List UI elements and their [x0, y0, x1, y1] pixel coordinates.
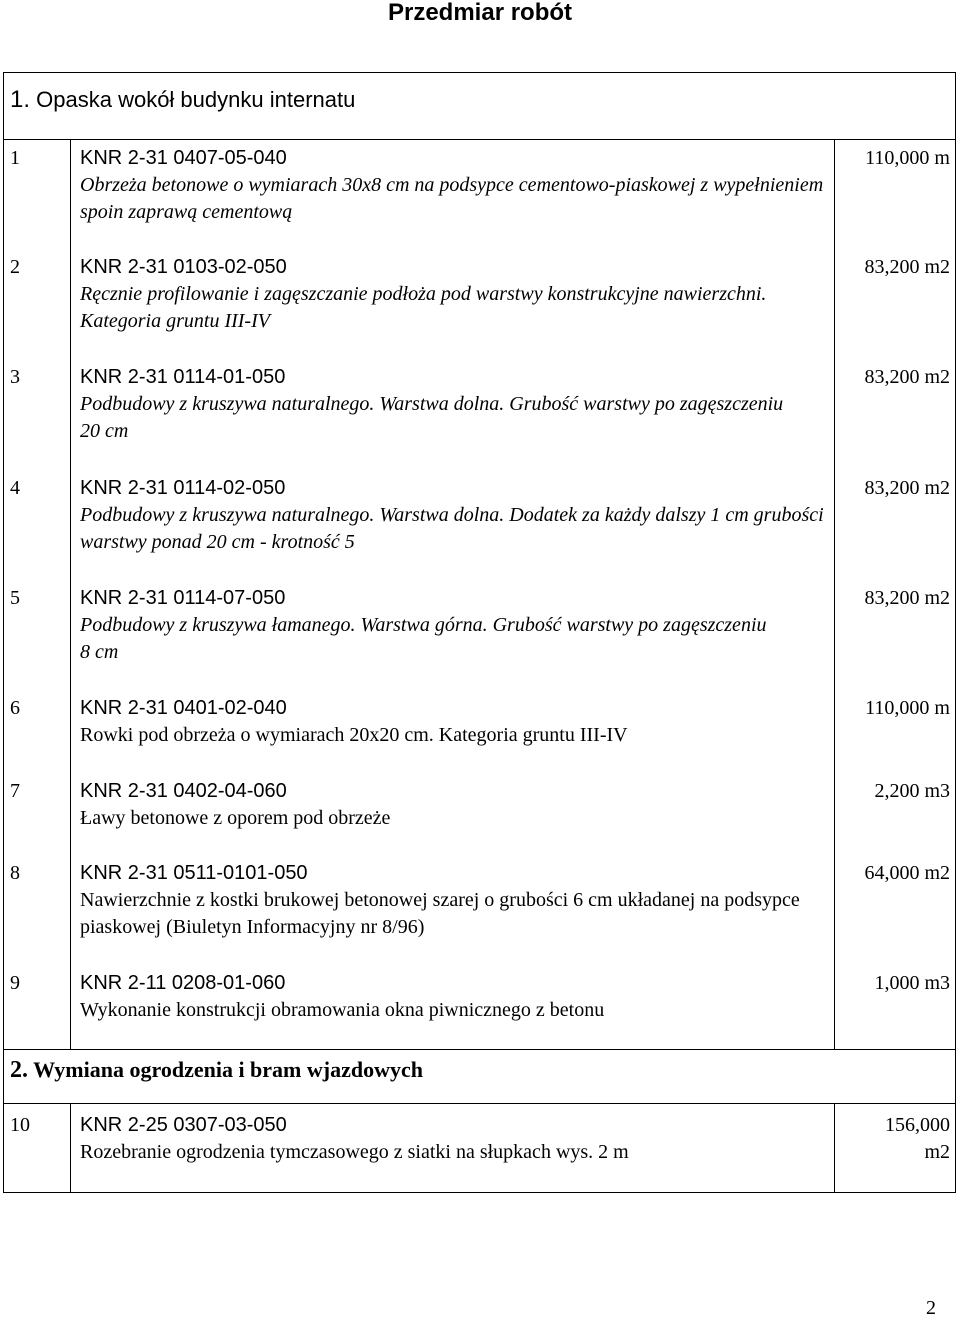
item-quantity: 64,000 m2 — [864, 862, 950, 884]
item-quantity: 2,200 m3 — [874, 780, 950, 802]
item-code: KNR 2-31 0103-02-050 — [80, 256, 287, 278]
item-code: KNR 2-11 0208-01-060 — [80, 972, 286, 994]
item-description: Podbudowy z kruszywa łamanego. Warstwa górna. Grubość warstwy po zagęszczeniu 8 cm — [80, 614, 767, 663]
item-quantity: 83,200 m2 — [864, 587, 950, 609]
page-title: Przedmiar robót — [387, 0, 573, 26]
item-code: KNR 2-31 0401-02-040 — [80, 697, 287, 719]
column-divider — [834, 1103, 835, 1193]
item-code: KNR 2-25 0307-03-050 — [80, 1114, 287, 1136]
item-description: Wykonanie konstrukcji obramowania okna piwnicznego z betonu — [80, 999, 605, 1021]
item-quantity: 156,000 m2 — [885, 1114, 950, 1163]
item-description: Podbudowy z kruszywa naturalnego. Warstwa dolna. Dodatek za każdy dalszy 1 cm grubości warstwy ponad 20 cm - krotność 5 — [80, 504, 824, 553]
item-description: Rozebranie ogrodzenia tymczasowego z siatki na słupkach wys. 2 m — [80, 1141, 629, 1163]
item-number: 8 — [10, 862, 20, 884]
column-divider — [70, 139, 71, 1049]
item-number: 2 — [10, 256, 20, 278]
section-label: Opaska wokół budynku internatu — [36, 87, 356, 112]
item-quantity: 1,000 m3 — [874, 972, 950, 994]
column-divider — [834, 139, 835, 1049]
item-number: 6 — [10, 697, 20, 719]
item-code: KNR 2-31 0114-07-050 — [80, 587, 286, 609]
item-description: Ławy betonowe z oporem pod obrzeże — [80, 807, 391, 829]
section-number: 2. — [10, 1057, 28, 1083]
section-label: Wymiana ogrodzenia i bram wjazdowych — [33, 1057, 423, 1082]
item-description: Obrzeża betonowe o wymiarach 30x8 cm na podsypce cementowo-piaskowej z wypełnieniem spoin zaprawą cementową — [80, 174, 824, 223]
divider — [3, 139, 956, 140]
section-title — [10, 87, 355, 113]
item-description: Ręcznie profilowanie i zagęszczanie podłoża pod warstwy konstrukcyjne nawierzchni. Kategoria gruntu III-IV — [80, 283, 767, 332]
item-number: 10 — [10, 1114, 30, 1136]
item-code: KNR 2-31 0511-0101-050 — [80, 862, 308, 884]
item-description: Podbudowy z kruszywa naturalnego. Warstwa dolna. Grubość warstwy po zagęszczeniu 20 cm — [80, 393, 784, 442]
item-number: 9 — [10, 972, 20, 994]
item-code: KNR 2-31 0114-02-050 — [80, 477, 286, 499]
divider — [3, 1049, 956, 1050]
item-number: 1 — [10, 147, 20, 169]
item-quantity: 110,000 m — [865, 147, 950, 169]
item-quantity: 110,000 m — [865, 697, 950, 719]
item-description: Rowki pod obrzeża o wymiarach 20x20 cm. Kategoria gruntu III-IV — [80, 724, 628, 746]
item-quantity: 83,200 m2 — [864, 256, 950, 278]
item-number: 7 — [10, 780, 20, 802]
page-number: 2 — [926, 1297, 936, 1319]
item-quantity: 83,200 m2 — [864, 477, 950, 499]
item-number: 5 — [10, 587, 20, 609]
column-divider — [70, 1103, 71, 1193]
item-quantity: 83,200 m2 — [864, 366, 950, 388]
item-code: KNR 2-31 0402-04-060 — [80, 780, 287, 802]
section-number: 1. — [10, 86, 31, 113]
section-title — [10, 1057, 423, 1083]
item-description: Nawierzchnie z kostki brukowej betonowej szarej o grubości 6 cm układanej na podsypce piaskowej (Biuletyn Informacyjny nr 8/96) — [80, 889, 800, 938]
item-code: KNR 2-31 0114-01-050 — [80, 366, 286, 388]
divider — [3, 1103, 956, 1104]
item-number: 3 — [10, 366, 20, 388]
item-code: KNR 2-31 0407-05-040 — [80, 147, 287, 169]
item-number: 4 — [10, 477, 20, 499]
